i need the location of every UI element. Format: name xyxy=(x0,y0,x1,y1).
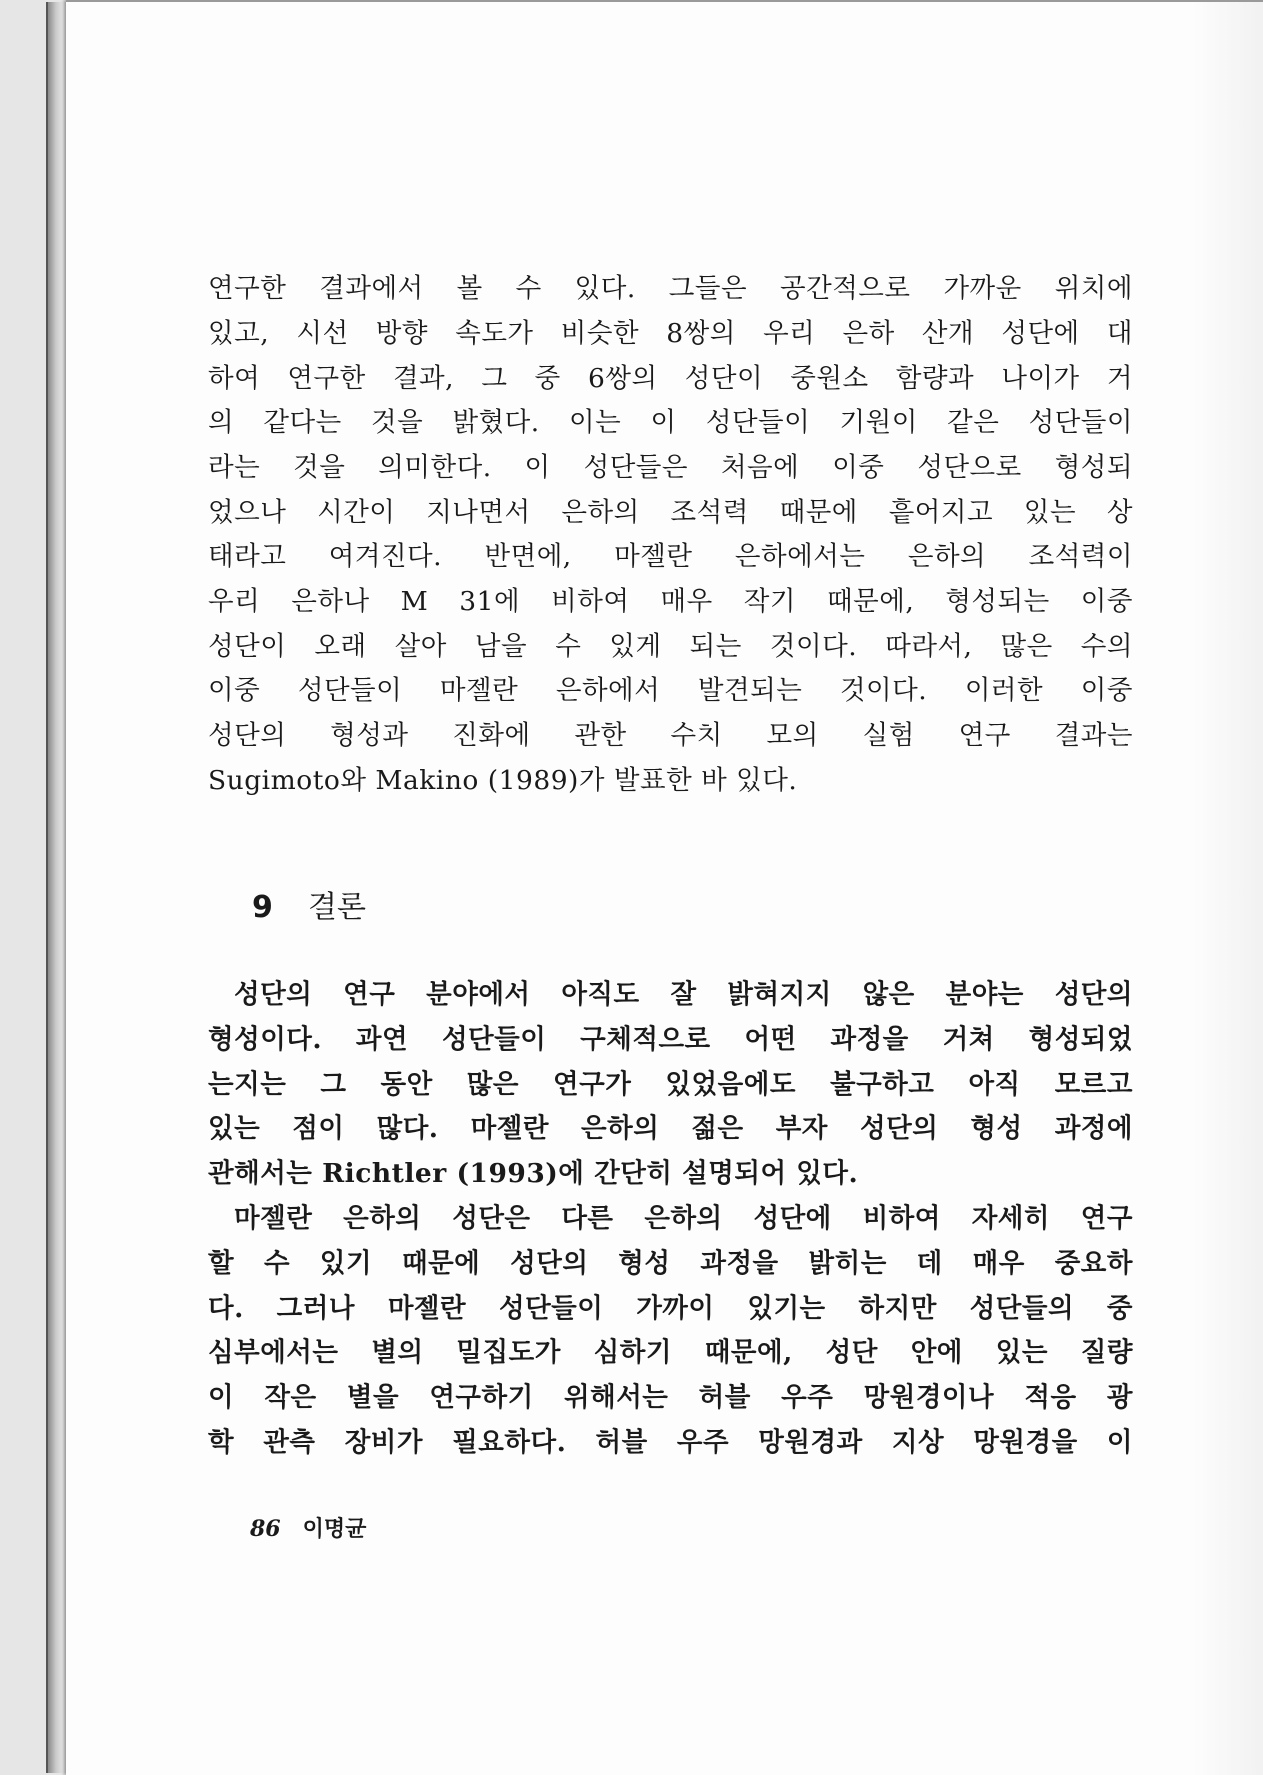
paragraph-line: 학 관측 장비가 필요하다. 허블 우주 망원경과 지상 망원경을 이 xyxy=(208,1427,1133,1458)
paragraph-line: 성단의 형성과 진화에 관한 수치 모의 실험 연구 결과는 xyxy=(208,720,1133,751)
paragraph-line: 는지는 그 동안 많은 연구가 있었음에도 불구하고 아직 모르고 xyxy=(208,1069,1133,1100)
paragraph-line: 관해서는 Richtler (1993)에 간단히 설명되어 있다. xyxy=(208,1158,859,1189)
paragraph-line: 할 수 있기 때문에 성단의 형성 과정을 밝히는 데 매우 중요하 xyxy=(208,1248,1133,1279)
paragraph-line: 형성이다. 과연 성단들이 구체적으로 어떤 과정을 거쳐 형성되었 xyxy=(208,1024,1133,1055)
paragraph-line: 있고, 시선 방향 속도가 비슷한 8쌍의 우리 은하 산개 성단에 대 xyxy=(208,318,1133,349)
paragraph-line: 의 같다는 것을 밝혔다. 이는 이 성단들이 기원이 같은 성단들이 xyxy=(208,407,1133,438)
paragraph-line: 하여 연구한 결과, 그 중 6쌍의 성단이 중원소 함량과 나이가 거 xyxy=(208,363,1133,394)
page-footer xyxy=(250,1512,366,1543)
paragraph-line: Sugimoto와 Makino (1989)가 발표한 바 있다. xyxy=(208,765,798,796)
paragraph-line: 연구한 결과에서 볼 수 있다. 그들은 공간적으로 가까운 위치에 xyxy=(208,273,1133,304)
paragraph-line: 심부에서는 별의 밀집도가 심하기 때문에, 성단 안에 있는 질량 xyxy=(208,1337,1133,1368)
paragraph-line: 다. 그러나 마젤란 성단들이 가까이 있기는 하지만 성단들의 중 xyxy=(208,1293,1133,1324)
paragraph-line: 우리 은하나 M 31에 비하여 매우 작기 때문에, 형성되는 이중 xyxy=(208,586,1133,617)
paragraph-line: 이 작은 별을 연구하기 위해서는 허블 우주 망원경이나 적응 광 xyxy=(208,1382,1133,1413)
section-number: 9 xyxy=(252,890,273,925)
book-page xyxy=(66,0,1263,1775)
paragraph-line: 었으나 시간이 지나면서 은하의 조석력 때문에 흩어지고 있는 상 xyxy=(208,497,1133,528)
paragraph-line: 성단이 오래 살아 남을 수 있게 되는 것이다. 따라서, 많은 수의 xyxy=(208,631,1133,662)
paragraph-line: 라는 것을 의미한다. 이 성단들은 처음에 이중 성단으로 형성되 xyxy=(208,452,1133,483)
page-number: 86 xyxy=(250,1516,281,1542)
footer-author: 이명균 xyxy=(302,1516,367,1542)
section-heading xyxy=(252,882,366,926)
paragraph-line: 있는 점이 많다. 마젤란 은하의 젊은 부자 성단의 형성 과정에 xyxy=(208,1113,1133,1144)
paragraph-line: 태라고 여겨진다. 반면에, 마젤란 은하에서는 은하의 조석력이 xyxy=(208,541,1133,572)
section-title: 결론 xyxy=(308,890,366,925)
paragraph-line: 마젤란 은하의 성단은 다른 은하의 성단에 비하여 자세히 연구 xyxy=(234,1203,1133,1234)
paragraph-line: 성단의 연구 분야에서 아직도 잘 밝혀지지 않은 분야는 성단의 xyxy=(234,979,1133,1010)
book-page-stack xyxy=(46,0,1263,1773)
paragraph-line: 이중 성단들이 마젤란 은하에서 발견되는 것이다. 이러한 이중 xyxy=(208,675,1133,706)
